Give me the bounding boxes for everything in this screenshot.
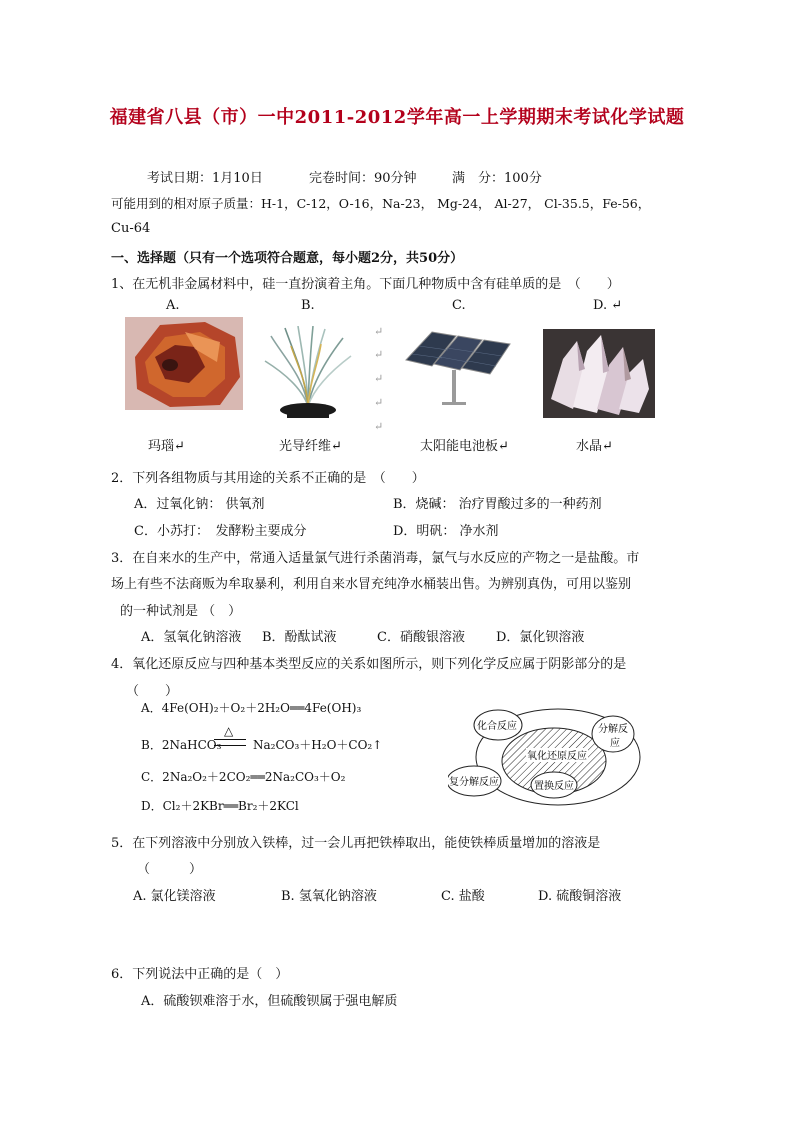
page-title: 福建省八县（市）一中2011-2012学年高一上学期期末考试化学试题: [109, 107, 685, 128]
q2-option-d: D．明矾： 净水剂: [393, 524, 499, 539]
agate-image: [125, 317, 243, 410]
q4-option-c: C．2Na₂O₂＋2CO₂══2Na₂CO₃＋O₂: [141, 770, 346, 784]
q3-option-d: D．氯化钡溶液: [496, 630, 585, 645]
q4-option-b-right: Na₂CO₃＋H₂O＋CO₂↑: [253, 738, 383, 752]
q3-option-b: B．酚酞试液: [262, 630, 337, 645]
atomic-masses-line2: Cu-64: [111, 221, 151, 236]
q3-option-a: A．氢氧化钠溶液: [141, 630, 242, 645]
q3-line3: 的一种试剂是 （ ）: [120, 604, 242, 619]
q1-letter-c: C.: [452, 298, 466, 313]
q2-stem: 2．下列各组物质与其用途的关系不正确的是 （ ）: [111, 471, 425, 486]
section-heading: 一、选择题（只有一个选项符合题意，每小题2分，共50分）: [111, 251, 464, 266]
label-decomposition-cont: 应: [610, 738, 620, 749]
label-displacement: 置换反应: [534, 781, 574, 792]
q2-option-c: C．小苏打： 发酵粉主要成分: [134, 524, 307, 539]
exam-date: 考试日期：1月10日: [147, 171, 263, 186]
q6-option-a: A．硫酸钡难溶于水，但硫酸钡属于强电解质: [141, 994, 398, 1009]
q2-option-a: A．过氧化钠： 供氧剂: [134, 497, 265, 512]
reaction-type-diagram: [448, 706, 643, 810]
q1-caption-d: 水晶↵: [576, 439, 613, 454]
q5-stem: 5．在下列溶液中分别放入铁棒，过一会儿再把铁棒取出，能使铁棒质量增加的溶液是: [111, 836, 601, 851]
label-decomposition: 分解反: [598, 724, 628, 735]
q4-line2: （ ）: [126, 684, 179, 699]
label-redox: 氧化还原反应: [527, 751, 587, 762]
return-mark: ↵: [374, 396, 384, 409]
q1-letter-d: D. ↵: [593, 298, 623, 313]
q1-stem: 1、在无机非金属材料中，硅一直扮演着主角。下面几种物质中含有硅单质的是 （ ）: [111, 277, 620, 292]
return-mark: ↵: [374, 372, 384, 385]
solar-panel-image: [402, 330, 515, 410]
reaction-equal-sign: [214, 739, 246, 746]
q5-paren: （ ）: [137, 862, 203, 877]
q4-option-d: D．Cl₂＋2KBr══Br₂＋2KCl: [141, 799, 299, 813]
q1-caption-b: 光导纤维↵: [279, 439, 342, 454]
q3-line1: 3．在自来水的生产中，常通入适量氯气进行杀菌消毒，氯气与水反应的产物之一是盐酸。市: [111, 551, 640, 566]
q3-option-c: C．硝酸银溶液: [377, 630, 465, 645]
atomic-masses-line1: 可能用到的相对原子质量：H-1，C-12，O-16，Na-23， Mg-24， Al-27， Cl-35.5，Fe-56，: [111, 196, 651, 211]
q6-stem: 6．下列说法中正确的是（ ）: [111, 967, 289, 982]
q4-option-a: A．4Fe(OH)₂＋O₂＋2H₂O══4Fe(OH)₃: [141, 701, 362, 715]
exam-score: 满 分：100分: [452, 171, 542, 186]
q4-option-b-left: B．2NaHCO₃: [141, 738, 222, 752]
quartz-crystal-image: [543, 329, 655, 418]
q2-option-b: B．烧碱： 治疗胃酸过多的一种药剂: [393, 497, 602, 512]
optical-fiber-image: [263, 326, 353, 418]
return-mark: ↵: [374, 325, 384, 338]
exam-time: 完卷时间：90分钟: [309, 171, 417, 186]
q5-option-c: C. 盐酸: [441, 889, 485, 904]
q5-option-a: A. 氯化镁溶液: [133, 889, 216, 904]
q1-letter-b: B.: [301, 298, 315, 313]
return-mark: ↵: [374, 420, 384, 433]
return-mark: ↵: [374, 348, 384, 361]
q1-caption-a: 玛瑙↵: [148, 439, 185, 454]
label-double-displacement: 复分解反应: [449, 777, 499, 788]
q5-option-b: B. 氢氧化钠溶液: [281, 889, 377, 904]
q5-option-d: D. 硫酸铜溶液: [538, 889, 622, 904]
q1-letter-a: A.: [166, 298, 180, 313]
label-combination: 化合反应: [477, 721, 517, 732]
q4-line1: 4．氧化还原反应与四种基本类型反应的关系如图所示，则下列化学反应属于阴影部分的是: [111, 657, 627, 672]
q3-line2: 场上有些不法商贩为牟取暴利，利用自来水冒充纯净水桶装出售。为辨别真伪，可用以鉴别: [111, 577, 632, 592]
q1-caption-c: 太阳能电池板↵: [420, 439, 509, 454]
heat-condition: △: [224, 724, 234, 738]
